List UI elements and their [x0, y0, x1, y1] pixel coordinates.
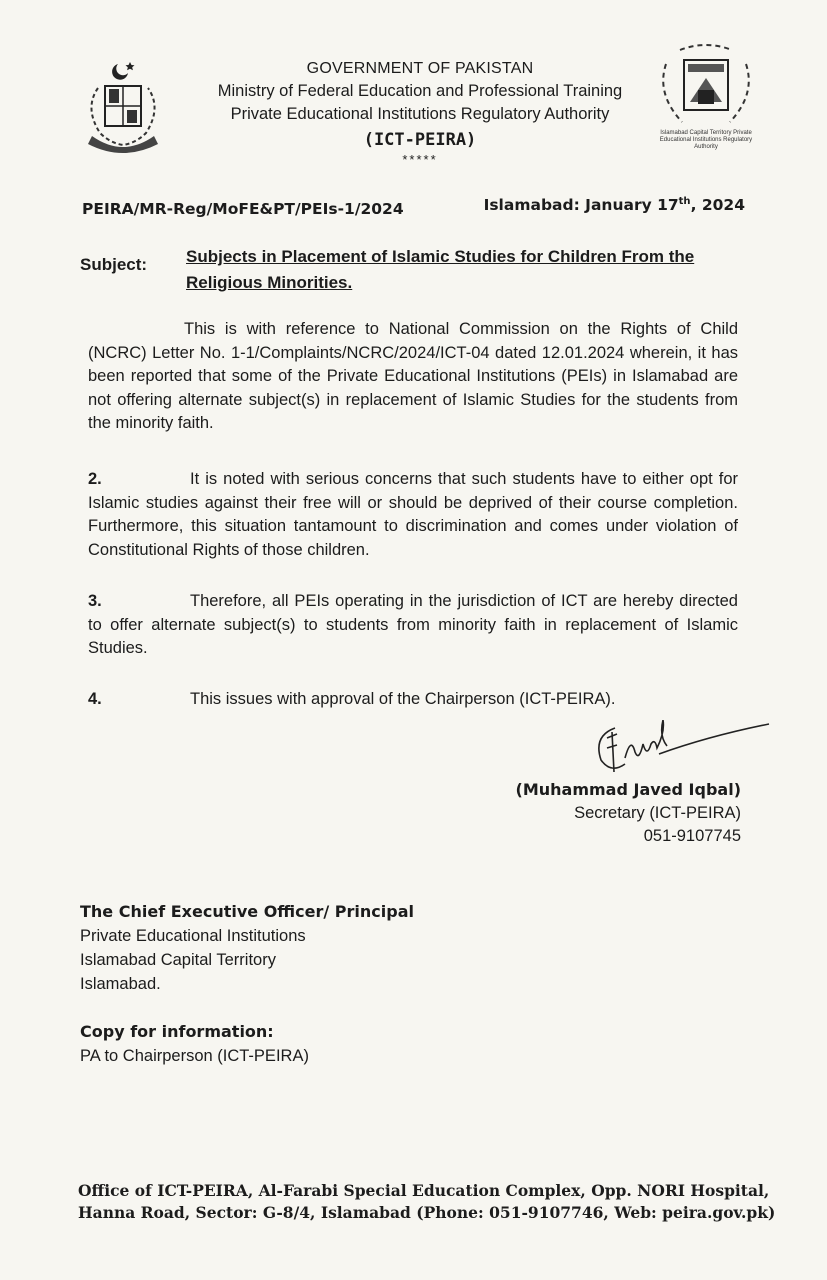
date-year: , 2024	[690, 196, 745, 215]
paragraph-3	[88, 590, 738, 661]
paragraph-4	[88, 688, 738, 712]
signatory-block	[516, 778, 741, 849]
paragraph-3-number: 3.	[88, 592, 102, 610]
addressee-line-2: Private Educational Institutions	[80, 927, 306, 945]
paragraph-2-text: It is noted with serious concerns that such students have to either opt for Islamic studies against their free will or should be deprived of their course completion. Furthermore, this situation tantamount to discrimination and comes under violation of Constitutional Rights of those children.	[88, 470, 738, 559]
paragraph-3-text: Therefore, all PEIs operating in the jurisdiction of ICT are hereby directed to offer alternate subject(s) to students from minority faith in replacement of Islamic Studies.	[88, 592, 738, 657]
addressee-title: The Chief Executive Officer/ Principal	[80, 902, 414, 921]
signature-icon	[585, 720, 775, 785]
date-suffix: th	[678, 196, 691, 207]
addressee-line-3: Islamabad Capital Territory	[80, 951, 276, 969]
subject-text: Subjects in Placement of Islamic Studies for Children From the Religious Minorities.	[186, 247, 695, 292]
header-acronym: (ICT-PEIRA)	[363, 130, 477, 150]
subject-label: Subject:	[80, 255, 148, 274]
signatory-designation: Secretary (ICT-PEIRA)	[574, 803, 741, 822]
peira-logo-icon	[650, 40, 762, 135]
paragraph-4-number: 4.	[88, 690, 102, 708]
header-ministry: Ministry of Federal Education and Professional Training	[217, 82, 623, 100]
signatory-phone: 051-9107745	[643, 827, 741, 845]
header-stars: *****	[402, 152, 438, 167]
footer-address	[78, 1180, 778, 1224]
copy-label: Copy for information:	[80, 1022, 274, 1041]
footer-line-1: Office of ICT-PEIRA, Al-Farabi Special Education Complex, Opp. NORI Hospital,	[78, 1181, 770, 1200]
signatory-name: (Muhammad Javed Iqbal)	[515, 780, 741, 799]
addressee-line-4: Islamabad.	[80, 975, 161, 993]
header-government: GOVERNMENT OF PAKISTAN	[306, 60, 534, 77]
reference-number: PEIRA/MR-Reg/MoFE&PT/PEIs-1/2024	[82, 200, 404, 218]
paragraph-4-text: This issues with approval of the Chairperson (ICT-PEIRA).	[190, 690, 616, 708]
addressee-block	[80, 900, 414, 996]
paragraph-2-number: 2.	[88, 470, 102, 488]
footer-line-2: Hanna Road, Sector: G-8/4, Islamabad (Phone: 051-9107746, Web: peira.gov.pk)	[78, 1203, 776, 1222]
header-authority: Private Educational Institutions Regulatory Authority	[230, 105, 610, 123]
date-prefix: Islamabad: January 17	[483, 196, 679, 215]
peira-logo-caption: Islamabad Capital Territory Private Educational Institutions Regulatory Authority	[659, 130, 753, 150]
paragraph-1: This is with reference to National Commission on the Rights of Child (NCRC) Letter No. 1-1/Complaints/NCRC/2024/ICT-04 dated 12.01.2024 wherein, it has been reported that some of the Private Educational Institutions (PEIs) in Islamabad are not offering alternate subject(s) in replacement of Islamic Studies for the students from the minority faith.	[88, 320, 738, 432]
copy-block	[80, 1020, 309, 1068]
emblem-of-pakistan-icon	[78, 58, 168, 168]
copy-recipient: PA to Chairperson (ICT-PEIRA)	[80, 1047, 309, 1065]
letter-date	[484, 196, 745, 214]
paragraph-2	[88, 468, 738, 562]
